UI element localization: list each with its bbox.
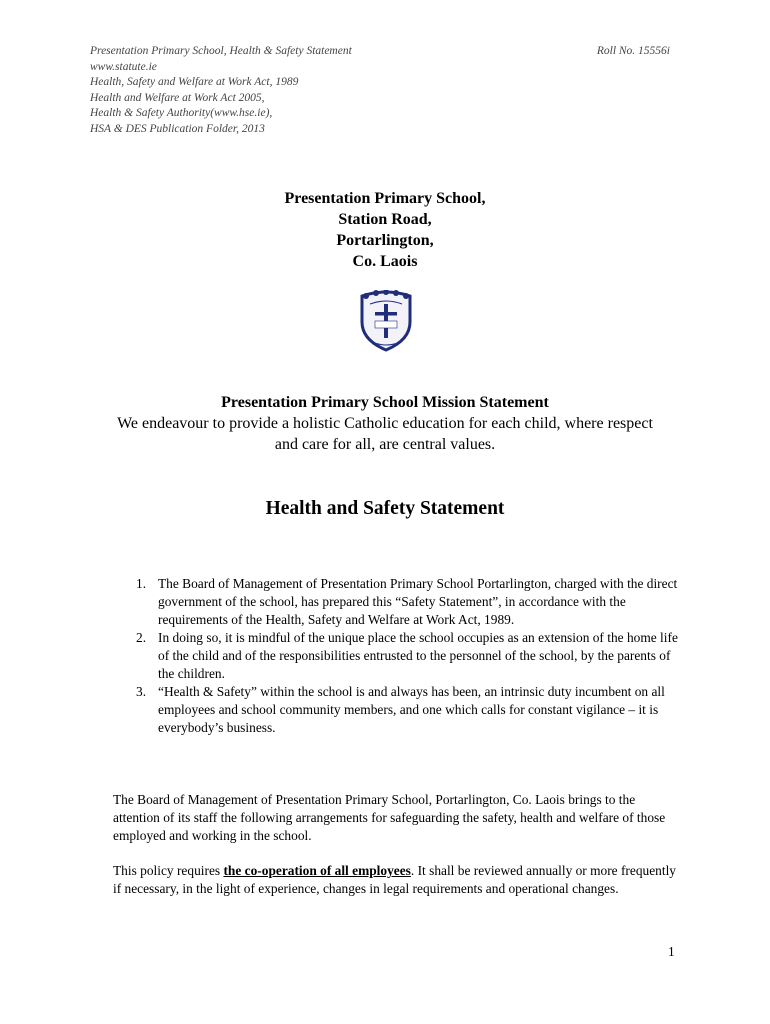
list-item-text: In doing so, it is mindful of the unique place the school occupies as an extension of the home life of the child and of the responsibilities entrusted to the personnel of the school, by the parents of the children.	[158, 630, 678, 681]
list-item-text: The Board of Management of Presentation Primary School Portarlington, charged with the direct government of the school, has prepared this “Safety Statement”, in accordance with the requirements of the Health, Safety and Welfare at Work Act, 1989.	[158, 576, 678, 627]
roll-number: Roll No. 15556i	[596, 45, 670, 57]
address-line-county: Co. Laois	[352, 253, 418, 270]
cooperation-paragraph-start: This policy requires	[113, 863, 224, 878]
header-line-website: www.statute.ie	[90, 60, 157, 73]
mission-statement-text: We endeavour to provide a holistic Catholic education for each child, where respect and care for all, are central values.	[117, 415, 653, 453]
cooperation-paragraph	[113, 862, 683, 898]
board-arrangements-paragraph: The Board of Management of Presentation Primary School, Portarlington, Co. Laois brings to the attention of its staff the following arrangements for safeguarding the safety, health and welfare of those employed and working in the school.	[113, 792, 666, 843]
list-item-text: “Health & Safety” within the school is and always has been, an intrinsic duty incumbent on all employees and school community members, and one which calls for constant vigilance – it is everybody’s business.	[158, 684, 665, 735]
header-line-hsa: Health & Safety Authority(www.hse.ie),	[90, 107, 273, 120]
school-address	[0, 188, 770, 272]
header-line-publication: HSA & DES Publication Folder, 2013	[90, 122, 265, 135]
page-number: 1	[668, 944, 675, 959]
header-line-act-2005: Health and Welfare at Work Act 2005,	[90, 91, 265, 104]
address-line-school: Presentation Primary School,	[284, 190, 486, 207]
list-item-number: 1.	[136, 576, 147, 591]
header-line-act-1989: Health, Safety and Welfare at Work Act, 1989	[90, 76, 299, 89]
list-item-number: 3.	[136, 684, 147, 699]
list-item	[136, 575, 683, 629]
cooperation-paragraph-end: . It shall be reviewed annually or more frequently if necessary, in the light of experience, changes in legal requirements and operational changes.	[113, 863, 677, 896]
school-crest-icon	[358, 290, 414, 352]
cooperation-emphasis: the co-operation of all employees	[223, 863, 411, 878]
address-line-town: Portarlington,	[336, 232, 434, 249]
list-item	[136, 683, 683, 737]
statement-list	[136, 575, 683, 737]
address-line-road: Station Road,	[338, 211, 432, 228]
health-safety-title: Health and Safety Statement	[265, 498, 505, 519]
list-item	[136, 629, 683, 683]
mission-statement-title: Presentation Primary School Mission Statement	[221, 394, 549, 411]
document-header	[90, 44, 670, 138]
header-line-title: Presentation Primary School, Health & Safety Statement	[90, 45, 352, 57]
list-item-number: 2.	[136, 630, 147, 645]
